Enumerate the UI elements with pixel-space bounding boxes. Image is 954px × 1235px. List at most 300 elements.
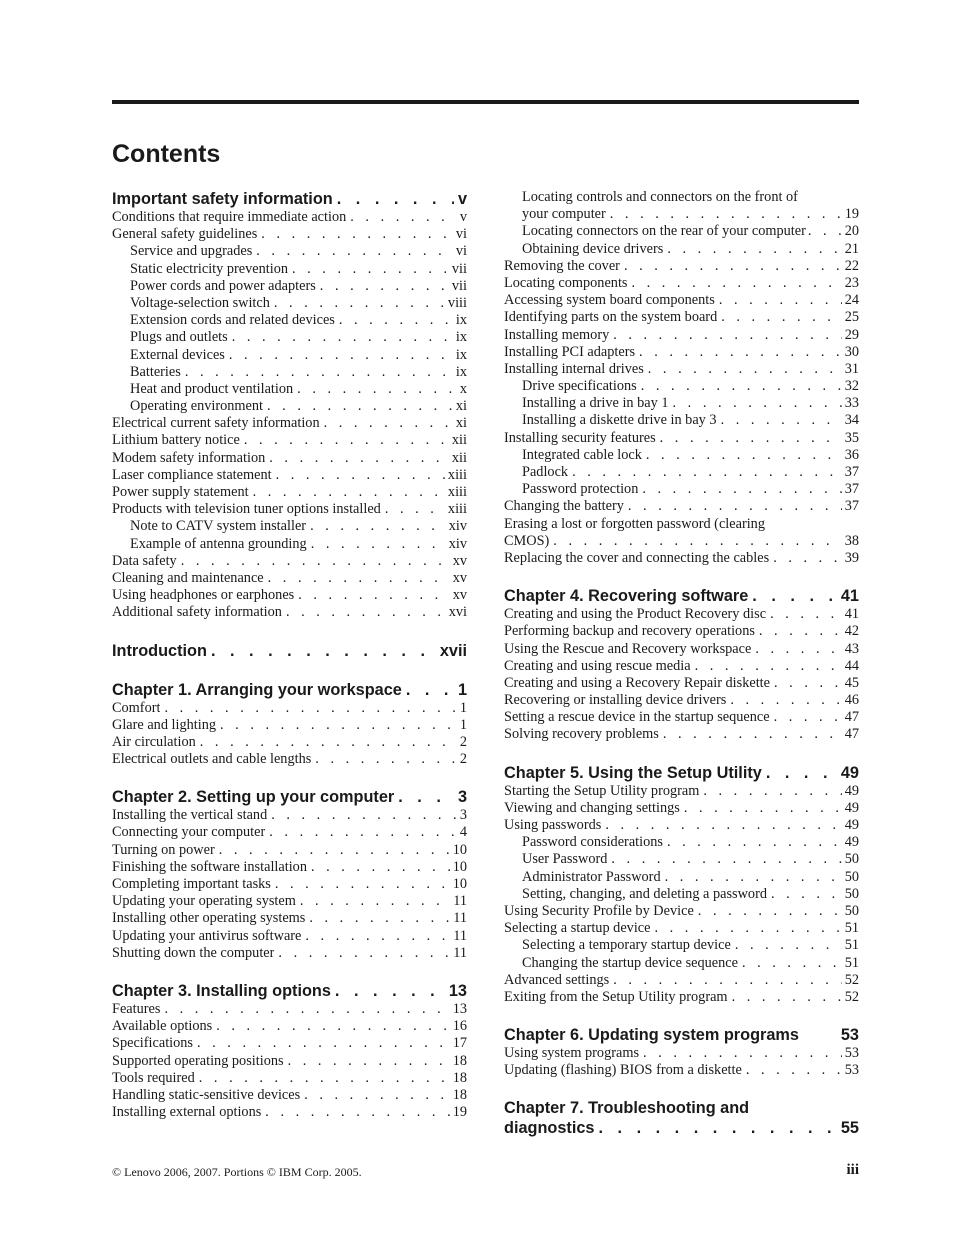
toc-entry-page: 49	[844, 799, 859, 816]
leader-dots	[406, 680, 454, 700]
toc-entry-text: Cleaning and maintenance	[112, 569, 264, 586]
toc-entry[interactable]	[504, 972, 859, 989]
toc-entry-text: Performing backup and recovery operations	[504, 623, 755, 640]
toc-entry[interactable]	[112, 604, 467, 621]
leader-dots	[199, 1070, 450, 1087]
leader-dots	[752, 586, 837, 606]
toc-entry[interactable]	[112, 570, 467, 587]
leader-dots	[553, 533, 841, 550]
leader-dots	[232, 329, 453, 346]
toc-entry-text: Updating your antivirus software	[112, 927, 302, 944]
toc-entry-page: 51	[844, 920, 859, 937]
leader-dots	[211, 641, 436, 661]
toc-entry[interactable]	[112, 893, 467, 910]
leader-dots	[641, 378, 842, 395]
toc-entry[interactable]	[112, 824, 467, 841]
toc-entry[interactable]	[504, 516, 859, 533]
leader-dots	[350, 209, 457, 226]
leader-dots	[164, 1001, 449, 1018]
toc-heading-chapter-4[interactable]	[504, 586, 859, 606]
toc-subentry[interactable]	[504, 851, 859, 868]
toc-entry-page: 18	[452, 1086, 467, 1103]
leader-dots	[742, 955, 842, 972]
toc-entry-page: 10	[452, 841, 467, 858]
toc-heading-text: diagnostics	[504, 1119, 595, 1138]
toc-entry[interactable]	[504, 800, 859, 817]
leader-dots	[164, 700, 456, 717]
toc-entry-page: 37	[844, 464, 859, 480]
toc-entry[interactable]	[504, 1062, 859, 1079]
toc-entry[interactable]	[504, 292, 859, 309]
toc-entry[interactable]	[112, 1035, 467, 1052]
toc-entry[interactable]	[112, 501, 467, 518]
leader-dots	[774, 675, 842, 692]
toc-entry-text: Replacing the cover and connecting the cables	[504, 549, 770, 566]
toc-right-column	[504, 189, 859, 1138]
toc-entry-page: 44	[844, 657, 859, 674]
toc-entry-text: Locating components	[504, 274, 628, 291]
toc-entry-text: General safety guidelines	[112, 226, 258, 243]
toc-heading-text: Chapter 2. Setting up your computer	[112, 788, 395, 807]
leader-dots	[655, 920, 842, 937]
toc-left-column	[112, 189, 467, 1121]
toc-heading-chapter-5[interactable]	[504, 763, 859, 783]
leader-dots	[808, 223, 843, 240]
toc-entry-text: Data safety	[112, 552, 177, 569]
toc-subentry[interactable]	[504, 223, 859, 240]
leader-dots	[605, 817, 841, 834]
toc-entry-text: Voltage-selection switch	[130, 294, 270, 311]
toc-entry-text: Connecting your computer	[112, 824, 266, 841]
toc-entry[interactable]	[504, 258, 859, 275]
toc-entry[interactable]	[112, 910, 467, 927]
toc-subentry[interactable]	[112, 364, 467, 381]
toc-entry-page: viii	[447, 294, 467, 311]
toc-entry[interactable]	[504, 430, 859, 447]
leader-dots	[292, 261, 449, 278]
leader-dots	[643, 1045, 842, 1062]
toc-entry-text: Service and upgrades	[130, 243, 253, 260]
toc-heading-page: 53	[840, 1026, 859, 1045]
toc-entry[interactable]	[112, 450, 467, 467]
toc-entry-page: vi	[455, 226, 467, 243]
toc-subentry[interactable]	[112, 381, 467, 398]
toc-entry[interactable]	[504, 658, 859, 675]
leader-dots	[286, 604, 446, 621]
toc-entry[interactable]	[112, 1104, 467, 1121]
toc-subentry[interactable]	[504, 481, 859, 498]
toc-heading-page: 41	[840, 587, 859, 606]
toc-entry-text: Installing a drive in bay 1	[522, 395, 669, 412]
toc-heading-text: Chapter 6. Updating system programs	[504, 1026, 799, 1045]
toc-subentry[interactable]	[112, 261, 467, 278]
toc-entry-text: Tools required	[112, 1069, 195, 1086]
toc-entry-page: ix	[455, 346, 467, 363]
toc-entry-text: Creating and using a Recovery Repair diskette	[504, 674, 771, 691]
toc-heading-chapter-6[interactable]	[504, 1025, 859, 1045]
toc-entry-page: 18	[452, 1052, 467, 1069]
toc-entry-page: 11	[453, 910, 467, 927]
toc-entry[interactable]	[112, 717, 467, 734]
leader-dots	[759, 623, 842, 640]
leader-dots	[256, 243, 453, 260]
toc-entry-page: 11	[453, 944, 467, 961]
toc-entry-text: Using system programs	[504, 1045, 640, 1062]
toc-entry-page: xiii	[447, 466, 467, 483]
leader-dots	[185, 364, 453, 381]
toc-subentry[interactable]	[504, 869, 859, 886]
toc-entry-text: Features	[112, 1000, 161, 1017]
toc-entry-page: 21	[844, 240, 859, 257]
toc-entry-page: 50	[844, 868, 859, 885]
leader-dots	[770, 606, 842, 623]
toc-heading-chapter-1[interactable]	[112, 680, 467, 700]
toc-subentry[interactable]	[504, 886, 859, 903]
toc-subentry[interactable]	[504, 189, 859, 206]
toc-entry-text: Extension cords and related devices	[130, 312, 335, 329]
toc-entry[interactable]	[112, 1070, 467, 1087]
toc-entry-page: 34	[844, 412, 859, 429]
toc-entry-page: 29	[844, 326, 859, 343]
leader-dots	[667, 834, 842, 851]
toc-entry-text: Static electricity prevention	[130, 260, 288, 277]
toc-entry-page: 10	[452, 858, 467, 875]
toc-entry[interactable]	[504, 920, 859, 937]
toc-entry[interactable]	[504, 275, 859, 292]
toc-entry[interactable]	[504, 726, 859, 743]
leader-dots	[200, 734, 457, 751]
toc-heading-text: Important safety information	[112, 190, 333, 208]
toc-entry[interactable]	[112, 842, 467, 859]
leader-dots	[244, 432, 449, 449]
leader-dots	[665, 869, 842, 886]
toc-entry[interactable]	[504, 709, 859, 726]
leader-dots	[181, 553, 450, 570]
toc-entry-text: Supported operating positions	[112, 1052, 284, 1069]
toc-entry-page: 49	[844, 782, 859, 799]
toc-entry-page: 41	[844, 606, 859, 623]
toc-subentry[interactable]	[504, 378, 859, 395]
toc-entry-page: xi	[455, 398, 467, 415]
leader-dots	[320, 278, 449, 295]
toc-entry[interactable]	[112, 700, 467, 717]
toc-heading-chapter-7-cont[interactable]	[504, 1118, 859, 1138]
page-title: Contents	[112, 140, 221, 168]
toc-entry-page: 23	[844, 274, 859, 291]
leader-dots	[315, 751, 457, 768]
toc-entry[interactable]	[504, 327, 859, 344]
toc-entry-text: Installing PCI adapters	[504, 343, 636, 360]
toc-entry-text: Viewing and changing settings	[504, 799, 680, 816]
toc-entry-page: 11	[453, 893, 467, 910]
leader-dots	[773, 550, 842, 567]
toc-entry-page: v	[459, 209, 467, 225]
leader-dots	[703, 783, 841, 800]
toc-entry[interactable]	[504, 641, 859, 658]
toc-entry[interactable]	[112, 587, 467, 604]
toc-entry-page: 1	[459, 699, 467, 716]
toc-entry-page: 18	[452, 1069, 467, 1086]
toc-entry-text: Laser compliance statement	[112, 466, 272, 483]
toc-entry-text: Solving recovery problems	[504, 726, 659, 743]
toc-entry-text: Completing important tasks	[112, 876, 271, 892]
leader-dots	[229, 347, 453, 364]
toc-entry[interactable]	[504, 533, 859, 550]
toc-entry-text: Heat and product ventilation	[130, 380, 294, 397]
leader-dots	[278, 945, 450, 962]
toc-heading-page: xvii	[439, 641, 467, 660]
toc-entry-text: Creating and using rescue media	[504, 657, 691, 674]
toc-entry-page: 19	[844, 206, 859, 223]
leader-dots	[648, 361, 842, 378]
toc-entry[interactable]	[112, 807, 467, 824]
leader-dots	[598, 1118, 836, 1138]
toc-entry-text: Exiting from the Setup Utility program	[504, 988, 728, 1005]
toc-entry-text: Power cords and power adapters	[130, 277, 316, 294]
leader-dots	[730, 692, 841, 709]
toc-subentry[interactable]	[504, 412, 859, 429]
toc-entry-text: Setting, changing, and deleting a password	[522, 885, 767, 902]
toc-entry-page: 52	[844, 971, 859, 988]
toc-entry-text: Setting a rescue device in the startup sequence	[504, 709, 770, 726]
toc-entry[interactable]	[112, 859, 467, 876]
toc-entry[interactable]	[504, 623, 859, 640]
toc-subentry[interactable]	[112, 278, 467, 295]
leader-dots	[297, 381, 457, 398]
toc-entry-page: xv	[452, 587, 467, 604]
top-rule	[112, 100, 859, 104]
toc-entry[interactable]	[112, 415, 467, 432]
toc-heading-chapter-2[interactable]	[112, 787, 467, 807]
leader-dots	[261, 226, 453, 243]
toc-entry-page: 43	[844, 640, 859, 657]
toc-subentry[interactable]	[112, 329, 467, 346]
leader-dots	[613, 327, 841, 344]
toc-subentry[interactable]	[504, 937, 859, 954]
toc-subentry[interactable]	[504, 206, 859, 223]
toc-heading-text: Chapter 7. Troubleshooting and	[504, 1099, 750, 1118]
toc-entry-page: 47	[844, 709, 859, 726]
leader-dots	[269, 824, 457, 841]
toc-subentry[interactable]	[504, 447, 859, 464]
toc-entry-page: ix	[455, 329, 467, 346]
toc-entry-page: 31	[844, 360, 859, 377]
toc-entry-text: Advanced settings	[504, 971, 610, 988]
toc-entry-text: Example of antenna grounding	[130, 535, 307, 552]
toc-entry-text: Updating (flashing) BIOS from a diskette	[504, 1062, 742, 1079]
toc-entry-page: xii	[451, 432, 467, 449]
toc-entry[interactable]	[504, 498, 859, 515]
toc-entry-text: Using Security Profile by Device	[504, 902, 694, 919]
toc-entry[interactable]	[504, 817, 859, 834]
toc-subentry[interactable]	[504, 241, 859, 258]
toc-subentry[interactable]	[112, 312, 467, 329]
toc-subentry[interactable]	[112, 398, 467, 415]
leader-dots	[684, 800, 842, 817]
toc-entry-text: Locating connectors on the rear of your computer	[522, 223, 806, 240]
toc-entry-text: Installing the vertical stand	[112, 807, 268, 824]
toc-entry-text: Changing the startup device sequence	[522, 954, 738, 971]
toc-entry-page: vi	[455, 243, 467, 260]
toc-entry-page: 17	[452, 1035, 467, 1052]
toc-entry[interactable]	[504, 675, 859, 692]
toc-entry-text: Selecting a startup device	[504, 920, 651, 937]
leader-dots	[267, 398, 453, 415]
toc-entry-page: 53	[844, 1062, 859, 1079]
leader-dots	[766, 763, 837, 783]
toc-entry-page: 24	[844, 292, 859, 309]
toc-entry-page: 19	[452, 1104, 467, 1121]
toc-subentry[interactable]	[112, 518, 467, 535]
leader-dots	[310, 518, 446, 535]
leader-dots	[735, 937, 842, 954]
toc-entry-page: 32	[844, 378, 859, 395]
toc-entry-text: Locating controls and connectors on the front of	[522, 189, 798, 205]
toc-entry[interactable]	[112, 1001, 467, 1018]
toc-heading-page: 13	[448, 981, 467, 1000]
leader-dots	[269, 450, 449, 467]
toc-entry-page: 30	[844, 343, 859, 360]
toc-entry-page: 49	[844, 817, 859, 833]
toc-entry[interactable]	[504, 309, 859, 326]
toc-entry[interactable]	[504, 1045, 859, 1062]
toc-entry[interactable]	[112, 467, 467, 484]
toc-entry-page: 51	[844, 937, 859, 954]
toc-entry-text: Turning on power	[112, 841, 215, 858]
leader-dots	[385, 501, 445, 518]
toc-subentry[interactable]	[504, 834, 859, 851]
toc-entry-page: xiv	[448, 535, 467, 552]
toc-entry-page: 42	[844, 623, 859, 640]
toc-subentry[interactable]	[112, 243, 467, 260]
toc-entry-page: xii	[451, 449, 467, 466]
leader-dots	[274, 295, 445, 312]
leader-dots	[631, 275, 841, 292]
leader-dots	[265, 1104, 449, 1121]
toc-entry-page: 4	[459, 824, 467, 841]
toc-heading-page: 1	[457, 680, 467, 699]
toc-entry[interactable]	[112, 734, 467, 751]
toc-entry-text: Shutting down the computer	[112, 944, 275, 961]
toc-entry[interactable]	[112, 553, 467, 570]
toc-entry-text: Obtaining device drivers	[522, 240, 664, 257]
toc-entry-page: x	[459, 380, 467, 397]
leader-dots	[253, 484, 445, 501]
toc-entry-text: Lithium battery notice	[112, 432, 240, 449]
leader-dots	[271, 807, 457, 824]
toc-entry[interactable]	[504, 550, 859, 567]
toc-entry-page: 13	[452, 1000, 467, 1017]
toc-entry-page: 52	[844, 988, 859, 1005]
leader-dots	[721, 309, 841, 326]
toc-entry-page: 16	[452, 1018, 467, 1035]
toc-entry[interactable]	[112, 432, 467, 449]
toc-entry-page: xvi	[448, 604, 467, 621]
leader-dots	[337, 189, 454, 209]
toc-subentry[interactable]	[112, 536, 467, 553]
toc-entry[interactable]	[112, 209, 467, 226]
toc-entry-text: your computer	[522, 206, 606, 223]
toc-entry[interactable]	[504, 361, 859, 378]
toc-entry[interactable]	[504, 989, 859, 1006]
toc-entry[interactable]	[504, 783, 859, 800]
toc-heading-text: Chapter 3. Installing options	[112, 981, 331, 1000]
toc-entry-text: Integrated cable lock	[522, 446, 642, 463]
leader-dots	[324, 415, 453, 432]
toc-entry-text: Handling static-sensitive devices	[112, 1086, 301, 1103]
toc-entry-page: 47	[844, 726, 859, 743]
toc-entry-page: 51	[844, 954, 859, 971]
leader-dots	[774, 709, 842, 726]
toc-heading-safety[interactable]	[112, 189, 467, 209]
toc-entry[interactable]	[112, 928, 467, 945]
toc-subentry[interactable]	[112, 295, 467, 312]
toc-entry[interactable]	[112, 1087, 467, 1104]
toc-entry-text: Creating and using the Product Recovery disc	[504, 606, 767, 623]
toc-entry-text: Specifications	[112, 1035, 193, 1052]
toc-entry[interactable]	[112, 1053, 467, 1070]
toc-subentry[interactable]	[112, 347, 467, 364]
toc-subentry[interactable]	[504, 464, 859, 481]
toc-entry-page: vii	[451, 260, 467, 277]
leader-dots	[298, 587, 449, 604]
toc-entry-text: Using the Rescue and Recovery workspace	[504, 640, 752, 657]
leader-dots	[216, 1018, 450, 1035]
leader-dots	[611, 851, 841, 868]
leader-dots	[339, 312, 453, 329]
toc-entry-text: Batteries	[130, 363, 181, 380]
toc-entry-text: Glare and lighting	[112, 716, 217, 733]
toc-entry-page: 45	[844, 674, 859, 691]
toc-entry-page: vii	[451, 277, 467, 294]
toc-entry[interactable]	[112, 226, 467, 243]
toc-entry-page: 39	[844, 549, 859, 566]
leader-dots	[220, 717, 457, 734]
toc-entry-page: 11	[453, 927, 467, 944]
toc-entry-page: 53	[844, 1045, 859, 1062]
leader-dots	[667, 241, 841, 258]
toc-entry-text: Identifying parts on the system board	[504, 309, 718, 326]
toc-heading-chapter-3[interactable]	[112, 981, 467, 1001]
toc-entry[interactable]	[112, 876, 467, 893]
leader-dots	[610, 206, 842, 223]
toc-entry-text: Installing memory	[504, 326, 610, 343]
toc-entry[interactable]	[112, 751, 467, 768]
leader-dots	[275, 876, 450, 893]
toc-entry[interactable]	[504, 344, 859, 361]
toc-entry-page: xv	[452, 569, 467, 586]
toc-entry-page: 37	[844, 498, 859, 515]
toc-heading-introduction[interactable]	[112, 641, 467, 661]
toc-subentry[interactable]	[504, 955, 859, 972]
toc-entry[interactable]	[504, 903, 859, 920]
toc-entry-text: Modem safety information	[112, 449, 266, 466]
toc-entry[interactable]	[112, 1018, 467, 1035]
toc-entry-page: 25	[844, 309, 859, 326]
leader-dots	[613, 972, 841, 989]
toc-entry[interactable]	[504, 606, 859, 623]
leader-dots	[288, 1053, 450, 1070]
toc-entry[interactable]	[112, 484, 467, 501]
toc-entry[interactable]	[112, 945, 467, 962]
toc-heading-chapter-7[interactable]	[504, 1098, 859, 1118]
toc-entry-text: Erasing a lost or forgotten password (clearing	[504, 515, 765, 532]
toc-entry[interactable]	[504, 692, 859, 709]
toc-subentry[interactable]	[504, 395, 859, 412]
toc-entry-text: Additional safety information	[112, 604, 282, 621]
toc-entry-text: Recovering or installing device drivers	[504, 692, 727, 709]
toc-entry-text: Updating your operating system	[112, 893, 296, 910]
